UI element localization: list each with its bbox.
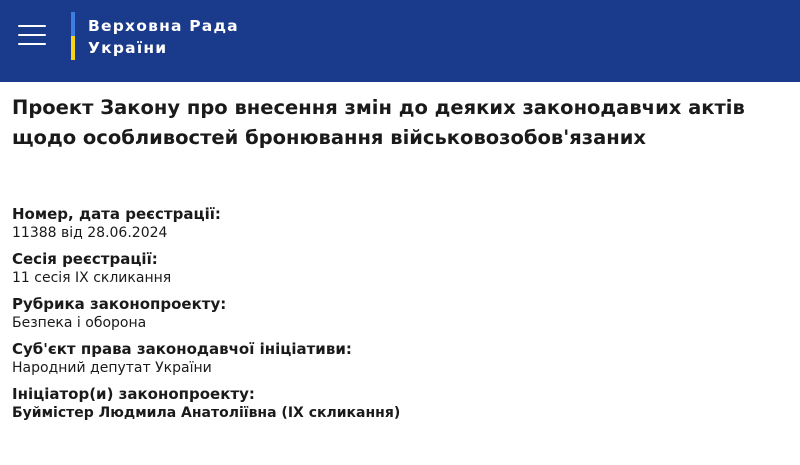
initiator-field — [12, 385, 792, 422]
session-field — [12, 250, 792, 287]
bill-title: Проект Закону про внесення змін до деяких законодавчих актів щодо особливостей бронювання військовозобов'язаних — [12, 96, 745, 149]
bill-details — [12, 205, 792, 430]
rubric-field — [12, 295, 792, 332]
initiator-label: Ініціатор(и) законопроекту: — [12, 385, 255, 403]
menu-icon[interactable] — [18, 21, 46, 49]
session-label: Сесія реєстрації: — [12, 250, 158, 268]
subject-value: Народний депутат України — [12, 360, 212, 376]
session-value: 11 сесія IX скликання — [12, 270, 172, 286]
registration-label: Номер, дата реєстрації: — [12, 205, 221, 223]
flag-icon — [71, 12, 75, 60]
registration-field — [12, 205, 792, 242]
logo-line-2: України — [88, 39, 168, 57]
subject-field — [12, 340, 792, 377]
subject-label: Суб'єкт права законодавчої ініціативи: — [12, 340, 352, 358]
rubric-value: Безпека і оборона — [12, 315, 147, 331]
initiator-value[interactable]: Буймістер Людмила Анатоліївна (IX скликання) — [12, 405, 401, 421]
site-header — [0, 0, 800, 82]
logo-line-1: Верховна Рада — [88, 17, 239, 35]
registration-value: 11388 від 28.06.2024 — [12, 225, 168, 241]
site-logo[interactable] — [88, 15, 239, 59]
rubric-label: Рубрика законопроекту: — [12, 295, 227, 313]
